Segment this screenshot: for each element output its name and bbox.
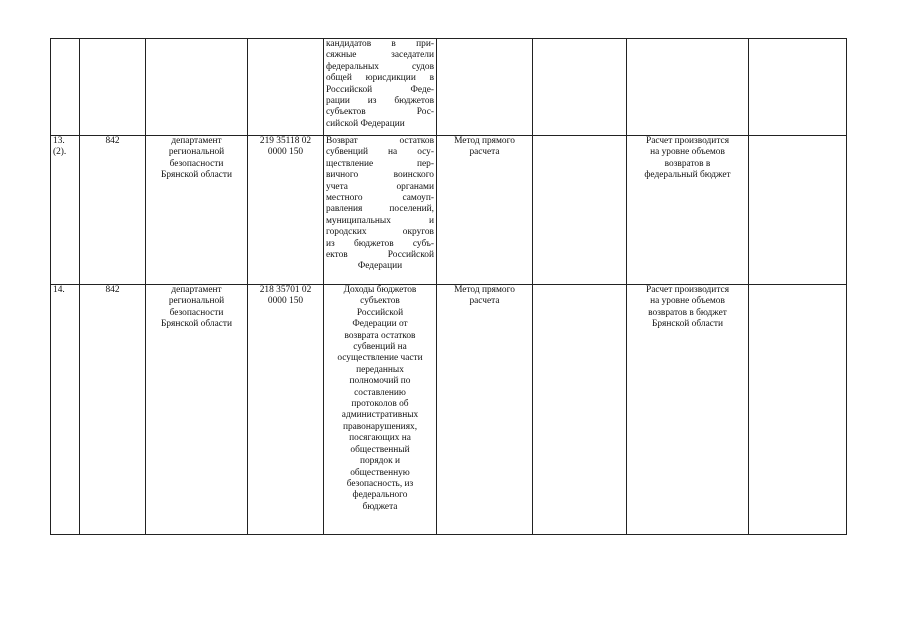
row-number-cell <box>51 285 80 535</box>
description-line: Федерации <box>357 261 403 272</box>
description-line: Возврат остатков <box>326 136 434 146</box>
extra-cell <box>533 136 627 285</box>
admin-code-cell <box>80 136 146 285</box>
method-cell <box>437 285 533 535</box>
kbk-code-cell <box>248 39 324 136</box>
description-line: кандидатов в при- <box>326 39 434 49</box>
method-cell <box>437 136 533 285</box>
kbk-code-cell <box>248 285 324 535</box>
description-line: правонарушениях, <box>342 421 418 432</box>
note-line: Брянской области <box>651 319 724 330</box>
description-line: Российской Феде- <box>326 84 434 95</box>
note-line: возвратов в <box>664 158 711 169</box>
row-number: 14. <box>53 285 65 295</box>
description-line: протоколов об <box>351 399 409 410</box>
description-line: городских округов <box>326 227 434 238</box>
note-line: на уровне объемов <box>650 147 725 158</box>
description-line: федерального <box>352 490 408 501</box>
note-line: Расчет производится <box>645 136 730 146</box>
revenue-description-cell <box>324 39 437 136</box>
method-line: расчета <box>469 147 500 158</box>
description-line: переданных <box>356 364 404 375</box>
kbk-line: 0000 150 <box>267 296 304 307</box>
note-line: возвратов в бюджет <box>648 307 727 318</box>
kbk-line: 218 35701 02 <box>259 285 312 295</box>
method-cell <box>437 39 533 136</box>
extra-cell <box>533 285 627 535</box>
revenue-description-cell <box>324 136 437 285</box>
kbk-code-cell <box>248 136 324 285</box>
description-line: составлению <box>354 387 406 398</box>
description-line: возврата остатков <box>344 330 416 341</box>
administrator-cell <box>146 285 248 535</box>
administrator-line: Брянской области <box>160 319 233 330</box>
note-line: Расчет производится <box>645 285 730 295</box>
table-row <box>51 39 847 136</box>
last-cell <box>749 39 847 136</box>
note-line: федеральный бюджет <box>644 170 731 181</box>
description-line: общественную <box>350 467 410 478</box>
description-line: административных <box>341 410 419 421</box>
description-line: посягающих на <box>349 433 411 444</box>
note-cell <box>627 136 749 285</box>
table-row <box>51 136 847 285</box>
description-line: порядок и <box>359 456 401 467</box>
row-number: (2). <box>53 147 67 158</box>
row-number-cell <box>51 136 80 285</box>
budget-revenue-table <box>50 38 847 535</box>
description-line: бюджета <box>362 501 398 512</box>
description-line: местного самоуп- <box>326 193 434 204</box>
admin-code-cell <box>80 39 146 136</box>
administrator-cell <box>146 39 248 136</box>
description-line: осуществление части <box>337 353 423 364</box>
administrator-cell <box>146 136 248 285</box>
administrator-line: департамент <box>171 136 222 146</box>
last-cell <box>749 136 847 285</box>
description-line: равления поселений, <box>326 204 434 215</box>
administrator-line: региональной <box>168 147 225 158</box>
method-line: расчета <box>469 296 500 307</box>
description-line: учета органами <box>326 181 434 192</box>
revenue-description-cell <box>324 285 437 535</box>
description-line: Федерации от <box>352 319 408 330</box>
administrator-line: департамент <box>171 285 222 295</box>
description-line: ектов Российской <box>326 250 434 261</box>
method-line: Метод прямого <box>454 285 515 295</box>
description-line: общей юрисдикции в <box>326 73 434 84</box>
description-line: безопасность, из <box>346 478 414 489</box>
description-line: вичного воинского <box>326 170 434 181</box>
description-line: рации из бюджетов <box>326 96 434 107</box>
description-line: из бюджетов субъ- <box>326 238 434 249</box>
administrator-line: безопасности <box>169 307 224 318</box>
row-number: 13. <box>53 136 65 146</box>
note-line: на уровне объемов <box>650 296 725 307</box>
admin-code-cell <box>80 285 146 535</box>
extra-cell <box>533 39 627 136</box>
administrator-line: Брянской области <box>160 170 233 181</box>
method-line: Метод прямого <box>454 136 515 146</box>
description-line: муниципальных и <box>326 215 434 226</box>
description-line: сяжные заседатели <box>326 50 434 61</box>
row-number-cell <box>51 39 80 136</box>
administrator-line: региональной <box>168 296 225 307</box>
description-line: Российской <box>356 307 404 318</box>
description-line: субвенций на <box>353 342 407 353</box>
description-line: сийской Федерации <box>326 118 405 129</box>
note-cell <box>627 39 749 136</box>
description-line: Доходы бюджетов <box>343 285 417 295</box>
description-line: субвенций на осу- <box>326 147 434 158</box>
description-line: субъектов <box>360 296 400 307</box>
description-line: субъектов Рос- <box>326 107 434 118</box>
description-line: федеральных судов <box>326 61 434 72</box>
admin-code: 842 <box>105 136 120 146</box>
last-cell <box>749 285 847 535</box>
description-line: полномочий по <box>349 376 411 387</box>
kbk-line: 219 35118 02 <box>259 136 312 146</box>
note-cell <box>627 285 749 535</box>
kbk-line: 0000 150 <box>267 147 304 158</box>
description-line: общественный <box>350 444 410 455</box>
administrator-line: безопасности <box>169 158 224 169</box>
table-row <box>51 285 847 535</box>
admin-code: 842 <box>105 285 120 295</box>
description-line: ществление пер- <box>326 158 434 169</box>
